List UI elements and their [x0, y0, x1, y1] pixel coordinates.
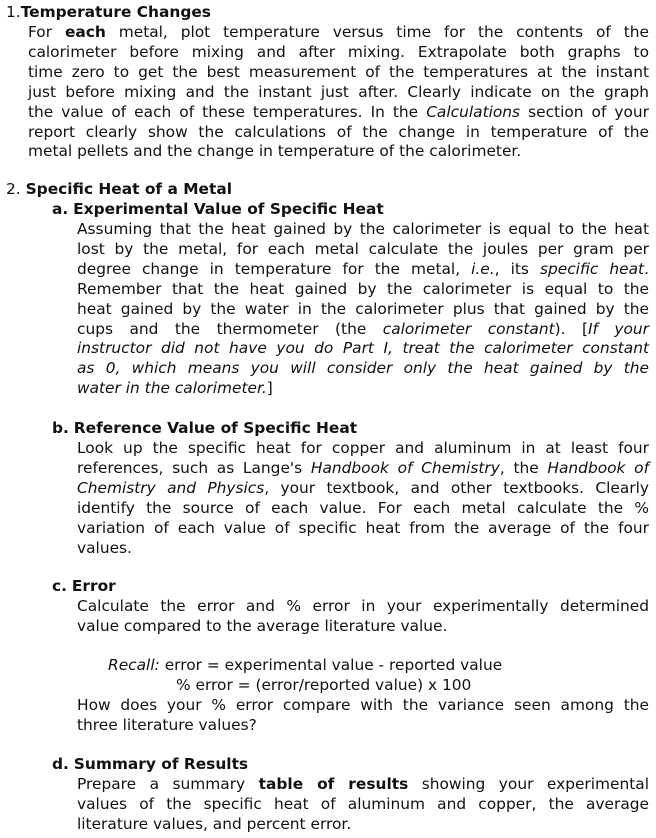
- text-segment: water in the calorimeter.: [77, 379, 267, 398]
- text-segment: calorimeter constant: [382, 319, 555, 338]
- text-segment: For: [28, 23, 65, 41]
- text-segment: Handbook of Chemistry: [310, 458, 500, 477]
- text-segment: showing your experimental: [408, 775, 649, 793]
- section-2-heading: [6, 180, 232, 200]
- text-line: [77, 439, 649, 459]
- text-line: [77, 597, 649, 617]
- subsection-c-title: Error: [71, 577, 116, 595]
- text-segment: literature values, and percent error.: [77, 814, 352, 833]
- text-line: [77, 320, 649, 340]
- text-segment: lost by the metal, for each metal calculate the joules per gram per: [77, 239, 649, 258]
- subsection-d-title: Summary of Results: [73, 755, 249, 773]
- text-segment: three literature values?: [77, 715, 257, 734]
- text-line: [28, 83, 649, 103]
- text-segment: , its: [494, 259, 540, 278]
- text-segment: as 0, which means you will consider only the heat gained by the: [77, 359, 649, 378]
- text-segment: values of the specific heat of aluminum and copper, the average: [77, 794, 649, 813]
- subsection-b-letter: b.: [52, 419, 69, 437]
- text-segment: cups and the thermometer (the: [77, 319, 383, 338]
- text-line: [77, 775, 649, 795]
- text-segment: Look up the specific heat for copper and aluminum in at least four: [77, 439, 649, 457]
- text-line: [28, 103, 649, 123]
- text-segment: value compared to the average literature value.: [77, 616, 448, 635]
- text-segment: Calculations: [426, 102, 521, 121]
- subsection-a-body: [77, 220, 649, 399]
- subsection-b-heading: [52, 419, 357, 439]
- text-segment: each: [64, 23, 106, 41]
- section-1-title: Temperature Changes: [20, 3, 211, 21]
- recall-label: Recall:: [108, 656, 160, 674]
- text-segment: just before mixing and the instant just after. Clearly indicate on the graph: [28, 82, 649, 101]
- section-1-body: [28, 23, 649, 162]
- text-line: [77, 300, 649, 320]
- text-line: [28, 123, 649, 143]
- text-line: [77, 339, 649, 359]
- text-line: [77, 479, 649, 499]
- text-segment: , your textbook, and other textbooks. Clearly: [264, 478, 649, 497]
- subsection-b-title: Reference Value of Specific Heat: [73, 419, 358, 437]
- text-segment: metal pellets and the change in temperature of the calorimeter.: [28, 142, 522, 161]
- text-line: [77, 260, 649, 280]
- text-line: [77, 240, 649, 260]
- text-segment: Handbook of: [547, 458, 649, 477]
- text-segment: metal, plot temperature versus time for the contents of the: [105, 23, 649, 41]
- text-line: [77, 795, 649, 815]
- recall-error-formula: error = experimental value - reported value: [159, 656, 503, 674]
- text-line: [28, 63, 649, 83]
- recall-percent-error-formula: % error = (error/reported value) x 100: [176, 676, 472, 694]
- text-line: [28, 142, 649, 162]
- text-line: [77, 499, 649, 519]
- recall-line-1: [108, 656, 502, 676]
- text-segment: Chemistry and Physics: [77, 478, 265, 497]
- text-line: [28, 23, 649, 43]
- subsection-c-question: [77, 696, 649, 736]
- subsection-c-body: [77, 597, 649, 637]
- text-segment: degree change in temperature for the metal,: [77, 259, 472, 278]
- text-line: [77, 359, 649, 379]
- text-segment: variation of each value of specific heat from the average of the four: [77, 518, 649, 537]
- text-segment: table of results: [258, 775, 409, 793]
- text-segment: time zero to get the best measurement of the temperatures at the instant: [28, 62, 649, 81]
- subsection-d-letter: d.: [52, 755, 69, 773]
- text-segment: ]: [266, 379, 273, 398]
- subsection-c-letter: c.: [52, 577, 67, 595]
- section-1-heading: [6, 3, 211, 23]
- text-segment: calorimeter before mixing and after mixing. Extrapolate both graphs to: [28, 42, 649, 61]
- text-line: [77, 716, 649, 736]
- text-segment: If your: [587, 319, 649, 338]
- text-segment: identify the source of each value. For each metal calculate the %: [77, 498, 649, 517]
- subsection-a-heading: [52, 200, 384, 220]
- text-segment: i.e.: [471, 259, 495, 278]
- section-1-number: 1.: [6, 3, 21, 21]
- text-segment: Calculate the error and % error in your experimentally determined: [77, 597, 649, 615]
- text-segment: , the: [499, 458, 548, 477]
- subsection-c-heading: [52, 577, 116, 597]
- subsection-a-letter: a.: [52, 200, 69, 218]
- text-line: [77, 379, 649, 399]
- text-segment: ). [: [554, 319, 588, 338]
- text-line: [77, 617, 649, 637]
- text-segment: How does your % error compare with the variance seen among the: [77, 696, 649, 714]
- text-line: [77, 696, 649, 716]
- text-segment: instructor did not have you do Part I, treat the calorimeter constant: [77, 339, 649, 358]
- text-segment: the value of each of these temperatures. In the: [28, 102, 427, 121]
- subsection-d-body: [77, 775, 649, 835]
- text-segment: Prepare a summary: [77, 775, 259, 793]
- text-segment: values.: [77, 538, 132, 557]
- text-segment: Assuming that the heat gained by the calorimeter is equal to the heat: [77, 220, 649, 238]
- subsection-d-heading: [52, 755, 248, 775]
- text-line: [77, 220, 649, 240]
- text-line: [77, 459, 649, 479]
- text-line: [77, 519, 649, 539]
- text-segment: .: [644, 259, 649, 278]
- subsection-b-body: [77, 439, 649, 558]
- section-2-number: 2.: [6, 180, 21, 198]
- text-segment: heat gained by the water in the calorimeter plus that gained by the: [77, 299, 649, 318]
- text-segment: references, such as Lange's: [77, 458, 311, 477]
- text-line: [77, 280, 649, 300]
- text-line: [77, 815, 649, 835]
- text-segment: specific heat: [539, 259, 645, 278]
- text-segment: section of your: [520, 102, 649, 121]
- section-2-title: Specific Heat of a Metal: [25, 180, 232, 198]
- text-segment: Remember that the heat gained by the calorimeter is equal to the: [77, 279, 649, 298]
- subsection-a-title: Experimental Value of Specific Heat: [73, 200, 384, 218]
- text-line: [28, 43, 649, 63]
- text-segment: report clearly show the calculations of the change in temperature of the: [28, 122, 649, 141]
- text-line: [77, 539, 649, 559]
- recall-line-2: [176, 676, 471, 696]
